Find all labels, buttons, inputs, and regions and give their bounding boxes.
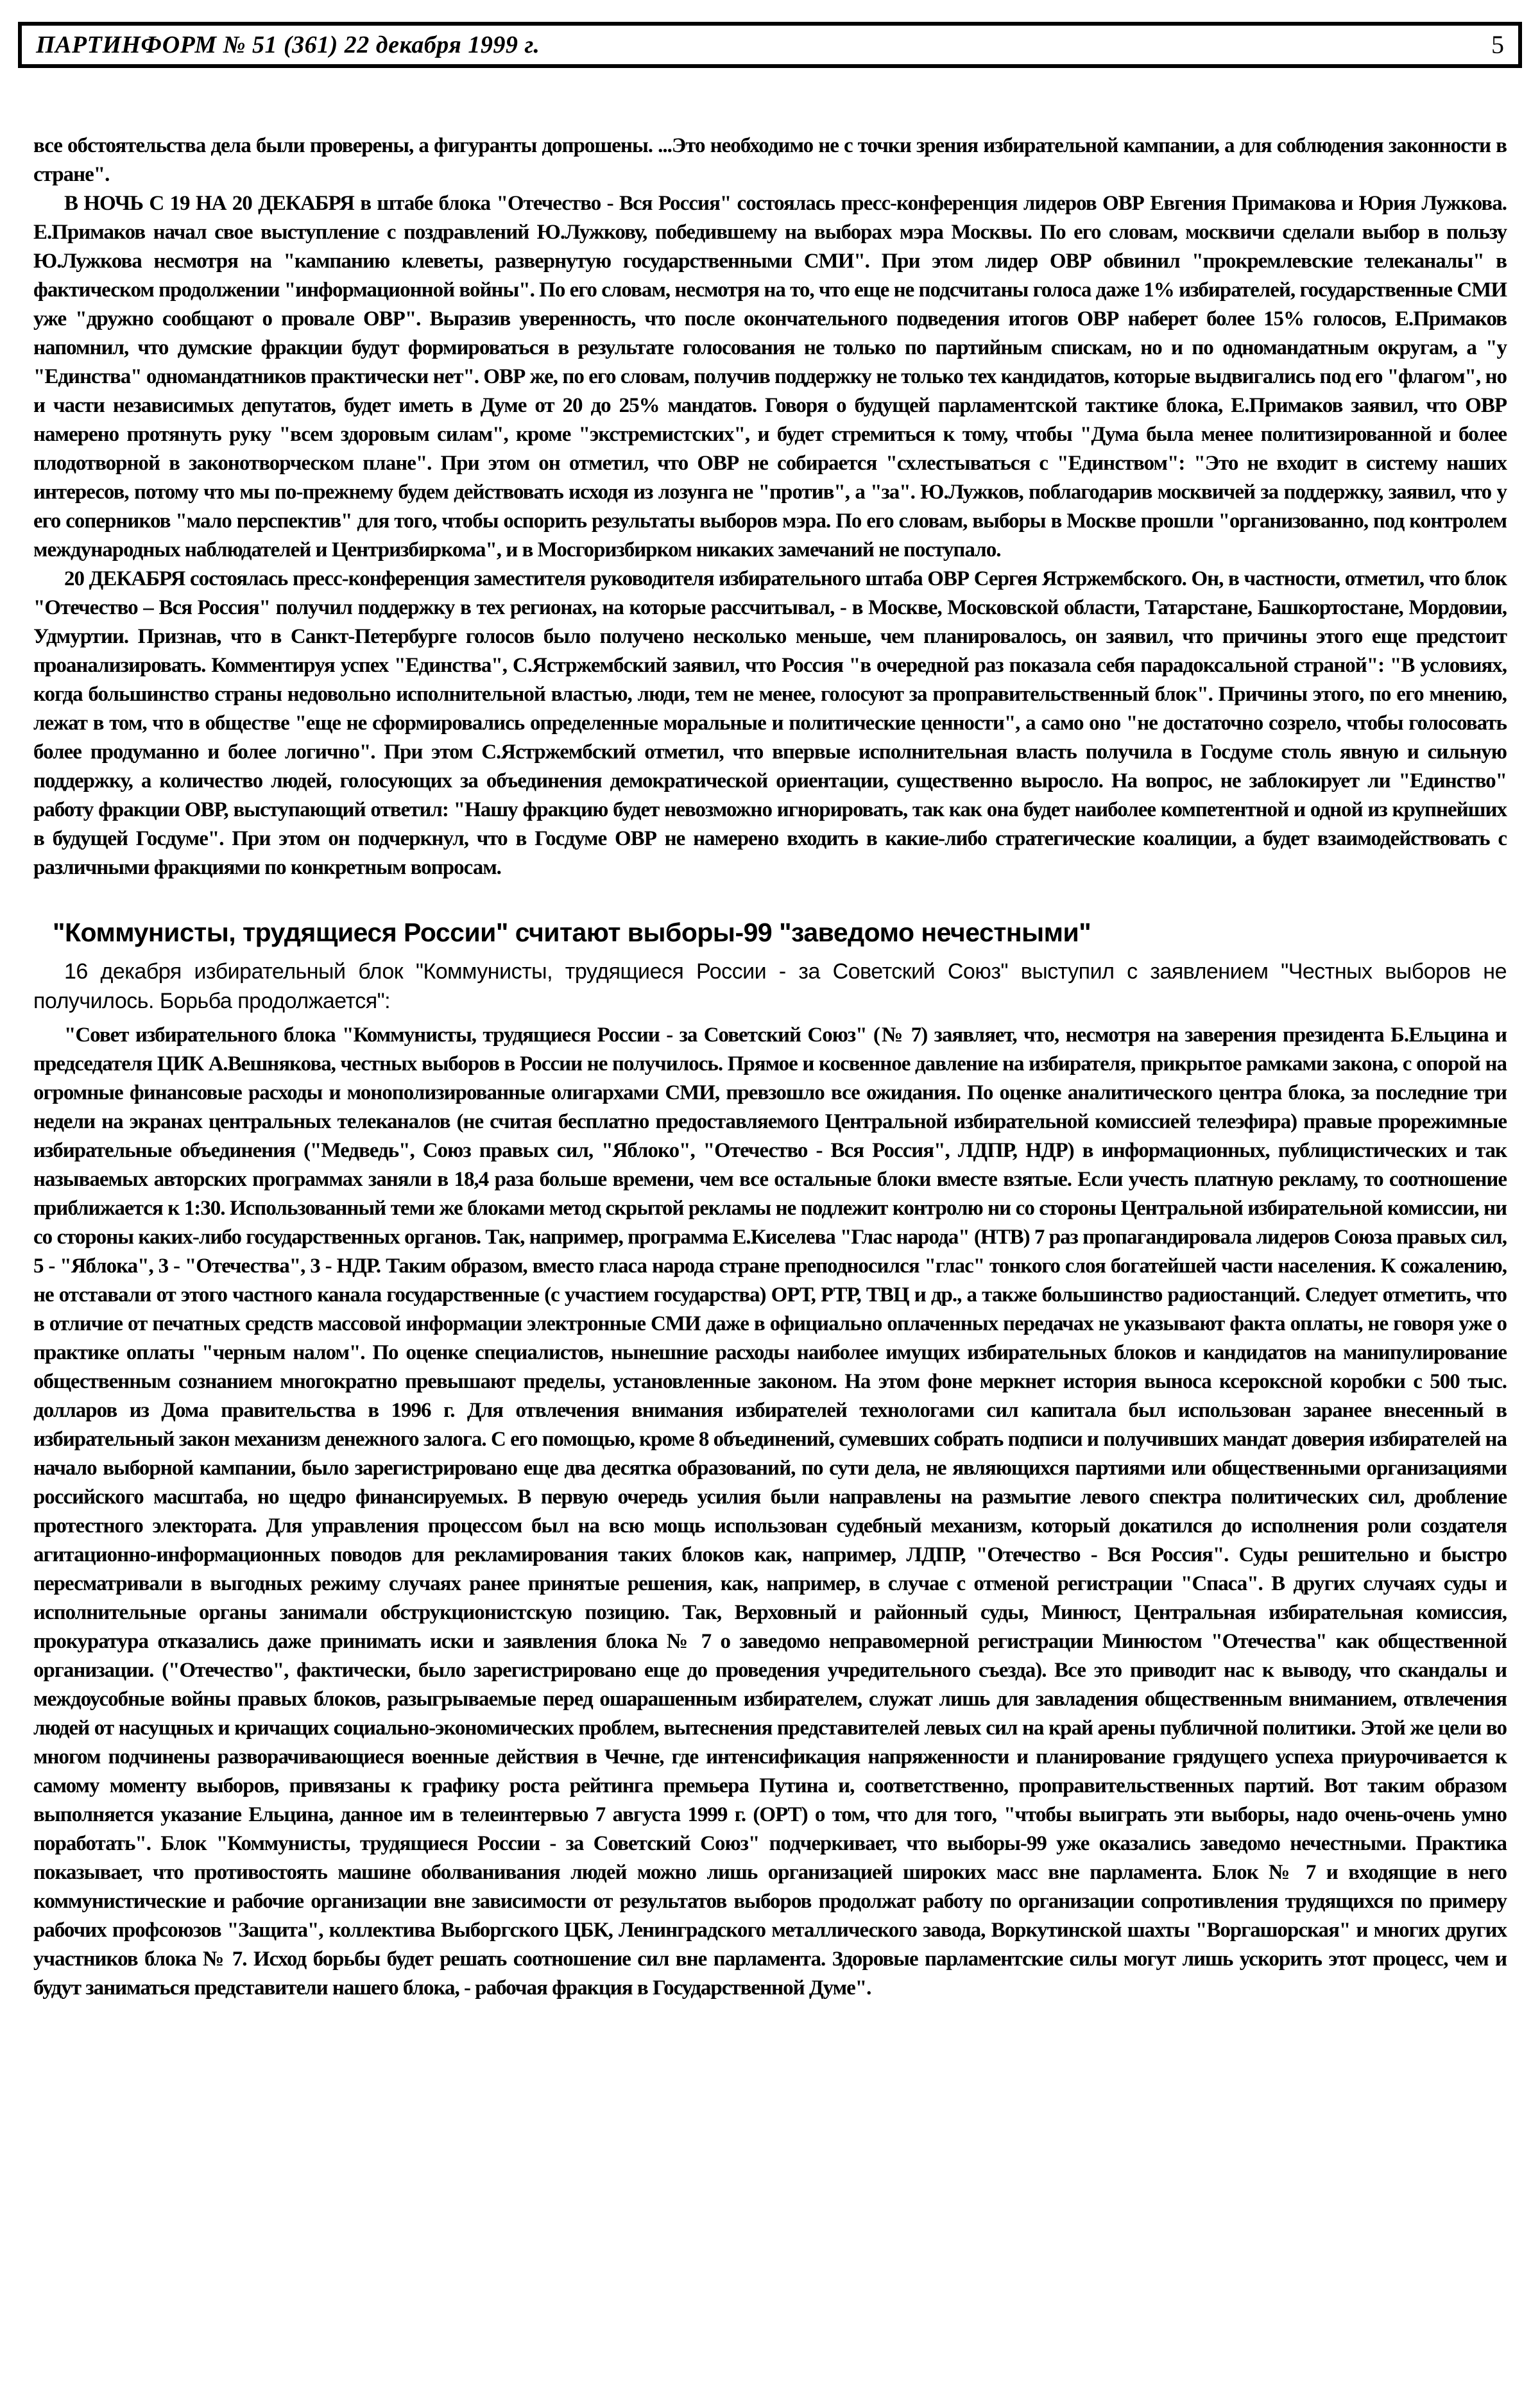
paragraph-20-december: 20 ДЕКАБРЯ состоялась пресс-конференция заместителя руководителя избирательного штаба ОВР Сергея Ястржембского. Он, в частности, отметил, что блок "Отечество – Вся Россия" получил поддержку в тех регионах, на которые рассчитывал, - в Москве, Московской области, Татарстане, Башкортостане, Мордовии, Удмуртии. Признав, что в Санкт-Петербурге голосов было получено несколько меньше, чем планировалось, он заявил, что причины этого еще предстоит проанализировать. Комментируя успех "Единства", С.Ястржембский заявил, что Россия "в очередной раз показала себя парадоксальной страной": "В условиях, когда большинство страны недовольно исполнительной властью, люди, тем не менее, голосуют за проправительственный блок". Причины этого, по его мнению, лежат в том, что в обществе "еще не сформировались определенные моральные и политические ценности", а само оно "не достаточно созрело, чтобы голосовать более продуманно и более логично". При этом С.Ястржембский отметил, что впервые исполнительная власть получила в Госдуме столь явную и сильную поддержку, а количество людей, голосующих за объединения демократической ориентации, существенно выросло. На вопрос, не заблокирует ли "Единство" работу фракции ОВР, выступающий ответил: "Нашу фракцию будет невозможно игнорировать, так как она будет наиболее компетентной и одной из крупнейших в будущей Госдуме". При этом он подчеркнул, что в Госдуме ОВР не намерено входить в какие-либо стратегические коалиции, а будет взаимодействовать с различными фракциями по конкретным вопросам. bbox=[33, 567, 1507, 879]
article-ovr-press-conferences bbox=[33, 132, 1507, 882]
article-lead: 16 декабря избирательный блок "Коммунисты, трудящиеся России - за Советский Союз" выступил с заявлением "Честных выборов не получилось. Борьба продолжается": bbox=[33, 959, 1507, 1013]
article-headline: "Коммунисты, трудящиеся России" считают выборы-99 "заведомо нечестными" bbox=[53, 918, 1091, 947]
article-kommunisty-statement bbox=[33, 917, 1507, 2003]
paragraph-continuation: все обстоятельства дела были проверены, а фигуранты допрошены. ...Это необходимо не с точки зрения избирательной кампании, а для соблюдения законности в стране". bbox=[33, 134, 1507, 186]
masthead-box bbox=[18, 22, 1522, 68]
statement-body: "Совет избирательного блока "Коммунисты, трудящиеся России - за Советский Союз" (№ 7) заявляет, что, несмотря на заверения президента Б.Ельцина и председателя ЦИК А.Вешнякова, честных выборов в России не получилось. Прямое и косвенное давление на избирателя, прикрытое рамками закона, с опорой на огромные финансовые расходы и монополизированные олигархами СМИ, превзошло все ожидания. По оценке аналитического центра блока, за последние три недели на экранах центральных телеканалов (не считая бесплатно предоставляемого Центральной избирательной комиссией телеэфира) правые прорежимные избирательные объединения ("Медведь", Союз правых сил, "Яблоко", "Отечество - Вся Россия", ЛДПР, НДР) в информационных, публицистических и так называемых авторских программах заняли в 18,4 раза больше времени, чем все остальные блоки вместе взятые. Если учесть платную рекламу, то соотношение приближается к 1:30. Использованный теми же блоками метод скрытой рекламы не подлежит контролю ни со стороны Центральной избирательной комиссии, ни со стороны каких-либо государственных органов. Так, например, программа Е.Киселева "Глас народа" (НТВ) 7 раз пропагандировала лидеров Союза правых сил, 5 - "Яблока", 3 - "Отечества", 3 - НДР. Таким образом, вместо гласа народа стране преподносился "глас" тонкого слоя богатейшей части населения. К сожалению, не отставали от этого частного канала государственные (с участием государства) ОРТ, РТР, ТВЦ и др., а также большинство радиостанций. Следует отметить, что в отличие от печатных средств массовой информации электронные СМИ даже в официально оплаченных передачах не указывают факта оплаты, не говоря уже о практике оплаты "черным налом". По оценке специалистов, нынешние расходы наиболее имущих избирательных блоков и кандидатов на манипулирование общественным сознанием многократно превышают пределы, установленные законом. На этом фоне меркнет история выноса ксероксной коробки с 500 тыс. долларов из Дома правительства в 1996 г. Для отвлечения внимания избирателей технологами сил капитала был использован заранее внесенный в избирательный закон механизм денежного залога. С его помощью, кроме 8 объединений, сумевших собрать подписи и получивших мандат доверия избирателей на начало выборной кампании, было зарегистрировано еще два десятка образований, по сути дела, не являющихся партиями или общественными организациями российского масштаба, но щедро финансируемых. В первую очередь усилия были направлены на размытие левого спектра политических сил, дробление протестного электората. Для управления процессом был на всю мощь использован судебный механизм, который докатился до исполнения роли создателя агитационно-информационных поводов для рекламирования таких блоков как, например, ЛДПР, "Отечество - Вся Россия". Суды решительно и быстро пересматривали в выгодных режиму случаях ранее принятые решения, как, например, в случае с отменой регистрации "Спаса". В других случаях суды и исполнительные органы занимали обструкционистскую позицию. Так, Верховный и районный суды, Минюст, Центральная избирательная комиссия, прокуратура отказались даже принимать иски и заявления блока № 7 о заведомо неправомерной регистрации Минюстом "Отечества" как общественной организации. ("Отечество", фактически, было зарегистрировано еще до проведения учредительного съезда). Все это приводит нас к выводу, что скандалы и междоусобные войны правых блоков, разыгрываемые перед ошарашенным избирателем, служат лишь для завладения общественным вниманием, отвлечения людей от насущных и кричащих социально-экономических проблем, вытеснения представителей левых сил на край арены публичной политики. Этой же цели во многом подчинены разворачивающиеся военные действия в Чечне, где интенсификация напряженности и планирование грядущего успеха приурочивается к самому моменту выборов, привязаны к графику роста рейтинга премьера Путина и, соответственно, проправительственных партий. Вот таким образом выполняется указание Ельцина, данное им в телеинтервью 7 августа 1999 г. (ОРТ) о том, что для того, "чтобы выиграть эти выборы, надо очень-очень умно поработать". Блок "Коммунисты, трудящиеся России - за Советский Союз" подчеркивает, что выборы-99 уже оказались заведомо нечестными. Практика показывает, что противостоять машине оболванивания людей можно лишь организацией широких масс вне парламента. Блок № 7 и входящие в него коммунистические и рабочие организации вне зависимости от результатов выборов продолжат работу по организации сопротивления трудящихся по примеру рабочих профсоюзов "Защита", коллектива Выборгского ЦБК, Ленинградского металлического завода, Воркутинской шахты "Воргашорская" и многих других участников блока № 7. Исход борьбы будет решать соотношение сил вне парламента. Здоровые парламентские силы могут лишь ускорить этот процесс, чем и будут заниматься представители нашего блока, - рабочая фракция в Государственной Думе". bbox=[33, 1024, 1507, 2000]
paragraph-night-19-20-december: В НОЧЬ С 19 НА 20 ДЕКАБРЯ в штабе блока "Отечество - Вся Россия" состоялась пресс-конференция лидеров ОВР Евгения Примакова и Юрия Лужкова. Е.Примаков начал свое выступление с поздравлений Ю.Лужкову, победившему на выборах мэра Москвы. По его словам, москвичи сделали выбор в пользу Ю.Лужкова несмотря на "кампанию клеветы, развернутую государственными СМИ". При этом лидер ОВР обвинил "прокремлевские телеканалы" в фактическом продолжении "информационной войны". По его словам, несмотря на то, что еще не подсчитаны голоса даже 1% избирателей, государственные СМИ уже "дружно сообщают о провале ОВР". Выразив уверенность, что после окончательного подведения итогов ОВР наберет более 15% голосов, Е.Примаков напомнил, что думские фракции будут формироваться в результате голосования не только по партийным спискам, но и по одномандатным округам, а "у "Единства" одномандатников практически нет". ОВР же, по его словам, получив поддержку не только тех кандидатов, которые выдвигались под его "флагом", но и части независимых депутатов, будет иметь в Думе от 20 до 25% мандатов. Говоря о будущей парламентской тактике блока, Е.Примаков заявил, что ОВР намерено протянуть руку "всем здоровым силам", кроме "экстремистских", и будет стремиться к тому, чтобы "Дума была менее политизированной и более плодотворной в законотворческом плане". При этом он отметил, что ОВР не собирается "схлестываться с "Единством": "Это не входит в систему наших интересов, потому что мы по-прежнему будем действовать исходя из лозунга не "против", а "за". Ю.Лужков, поблагодарив москвичей за поддержку, заявил, что у его соперников "мало перспектив" для того, чтобы оспорить результаты выборов мэра. По его словам, выборы в Москве прошли "организованно, под контролем международных наблюдателей и Центризбиркома", и в Мосгоризбирком никаких замечаний не поступало. bbox=[33, 192, 1507, 561]
masthead-title: ПАРТИНФОРМ № 51 (361) 22 декабря 1999 г. bbox=[36, 31, 540, 58]
page-content bbox=[33, 132, 1507, 2003]
page-number: 5 bbox=[1491, 30, 1504, 59]
